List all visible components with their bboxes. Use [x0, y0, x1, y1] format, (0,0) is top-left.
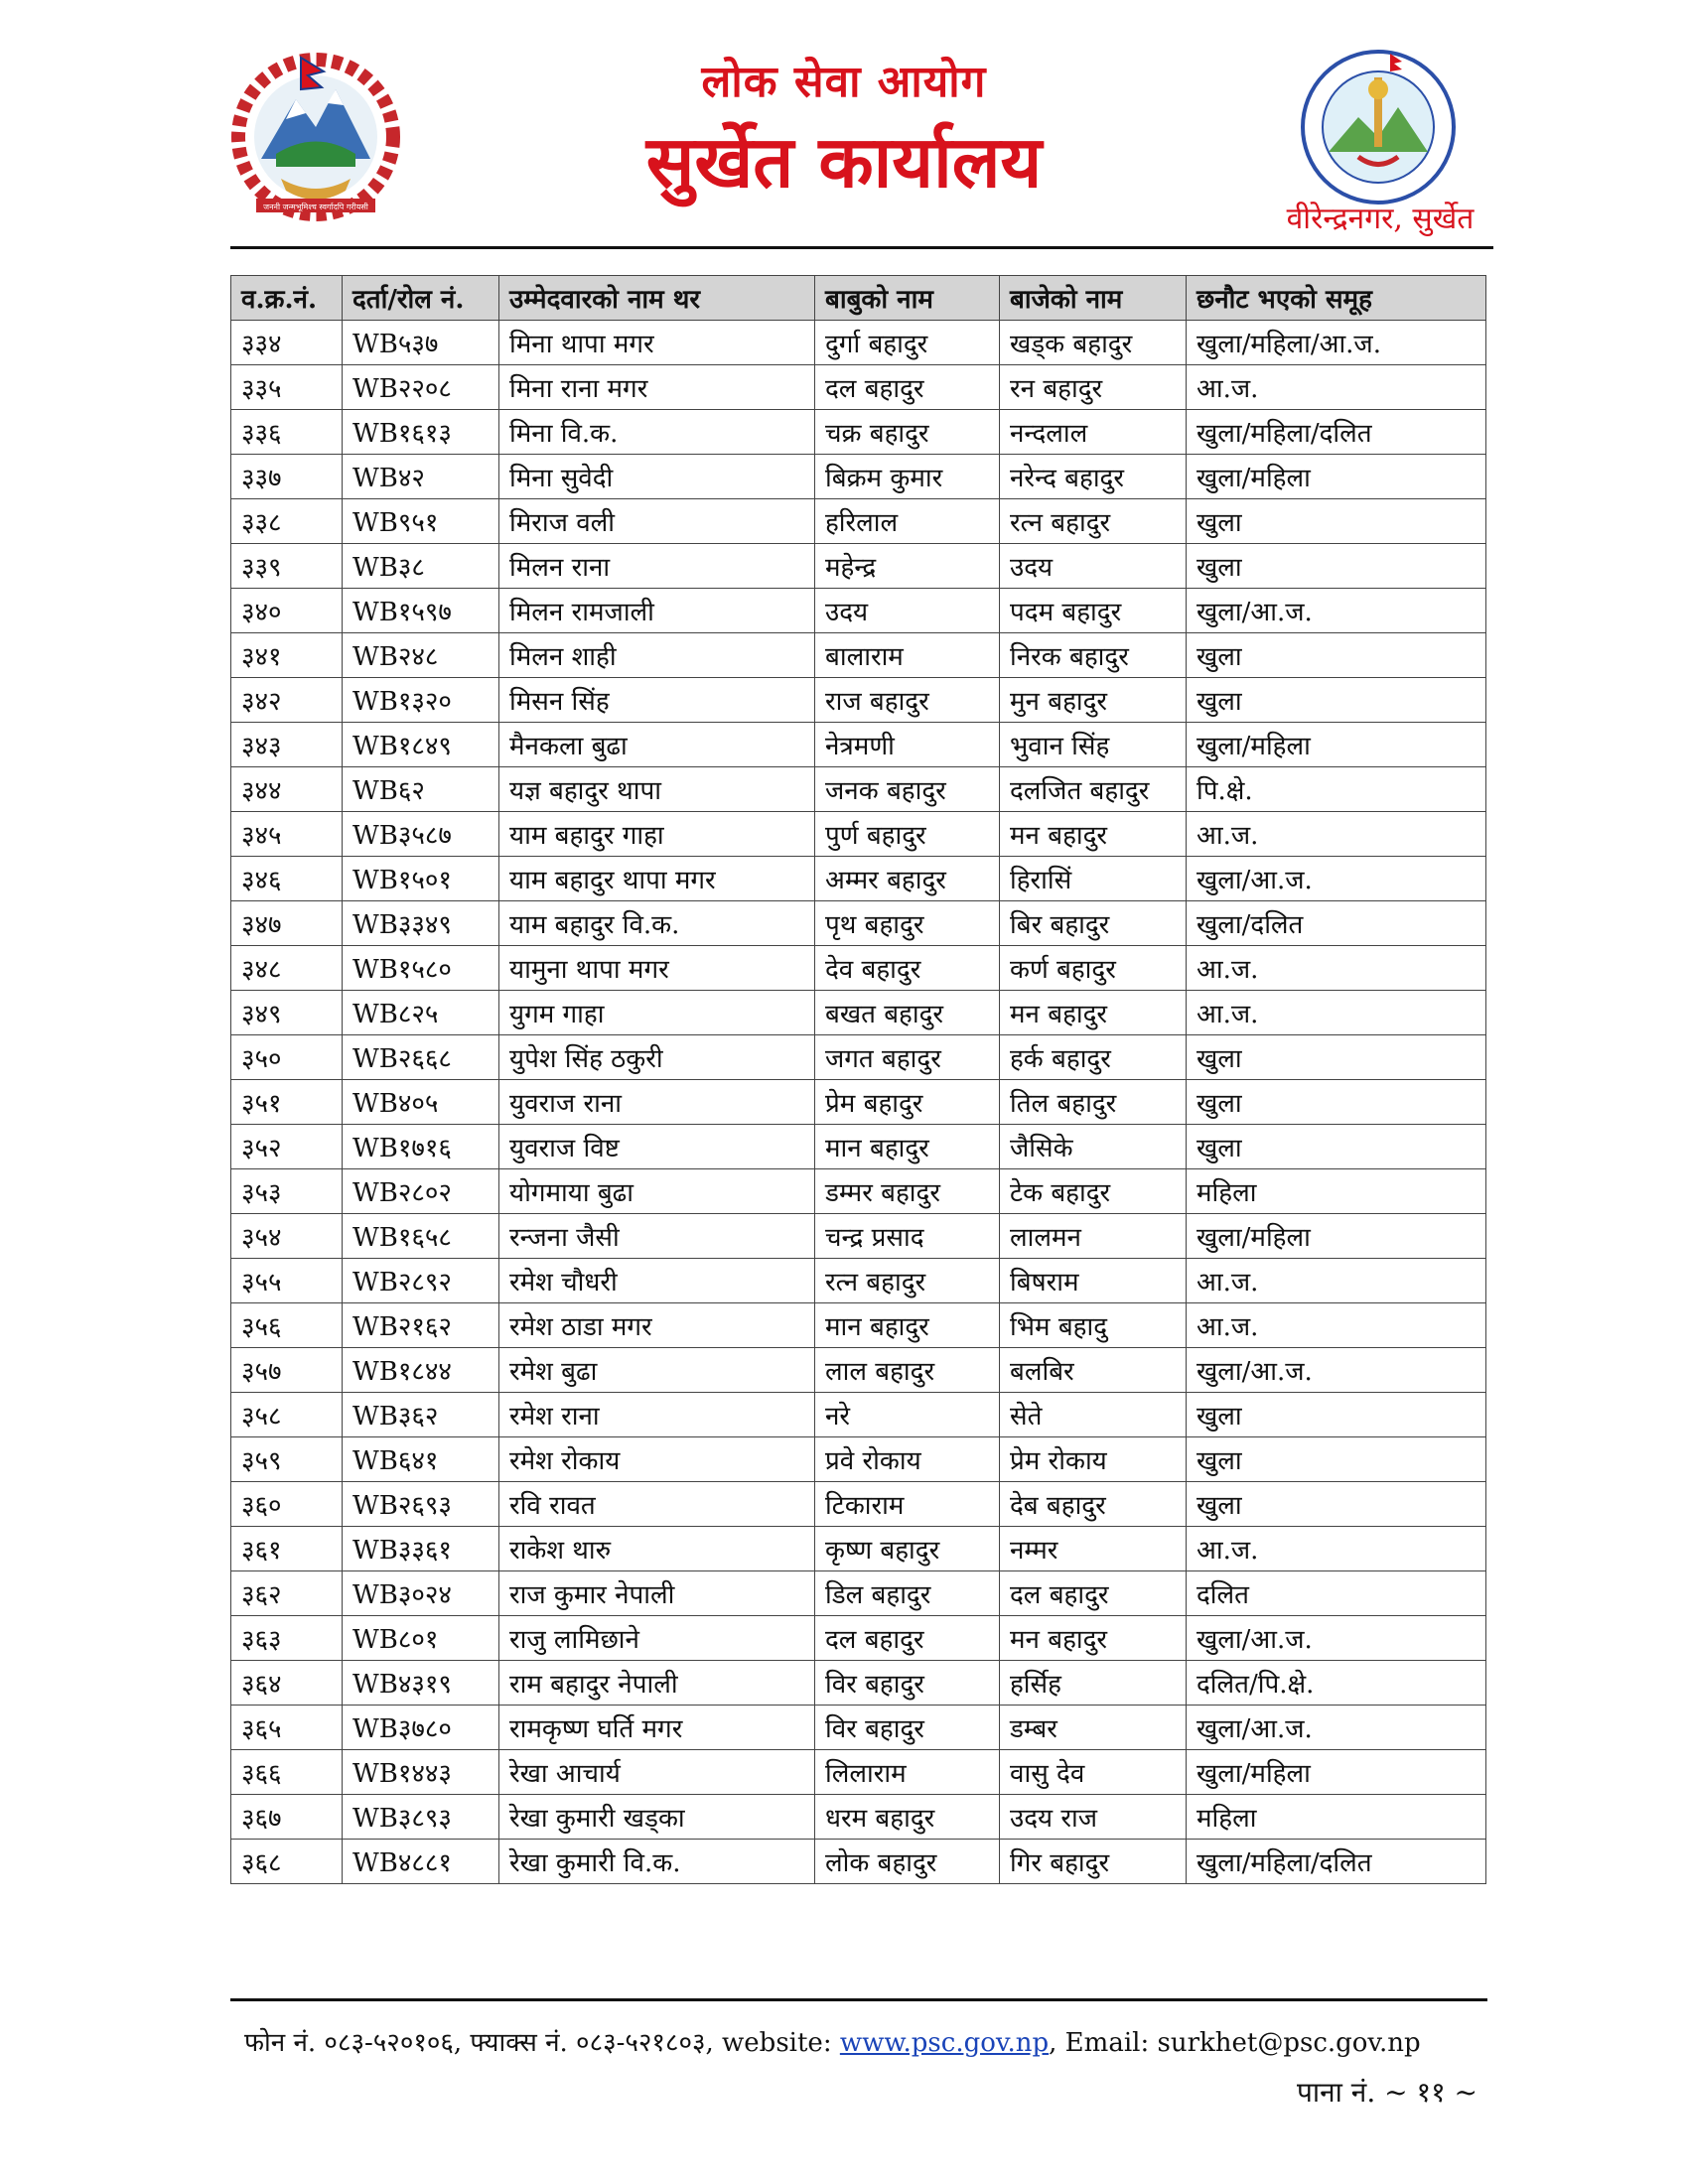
footer-divider — [230, 1998, 1487, 2001]
table-row — [231, 946, 1486, 991]
selected-group: खुला/महिला/आ.ज. — [1187, 321, 1486, 365]
grandfather-name: दल बहादुर — [1000, 1571, 1187, 1616]
grandfather-name: तिल बहादुर — [1000, 1080, 1187, 1125]
selected-group: खुला — [1187, 499, 1486, 544]
selected-group: खुला — [1187, 1125, 1486, 1169]
selected-group: खुला/आ.ज. — [1187, 1348, 1486, 1393]
roll-number: WB३७८० — [343, 1706, 499, 1750]
grandfather-name: खड्क बहादुर — [1000, 321, 1187, 365]
svg-text:जननी जन्मभूमिश्च स्वर्गादपि गर: जननी जन्मभूमिश्च स्वर्गादपि गरीयसी — [263, 203, 368, 211]
column-header: दर्ता/रोल नं. — [343, 276, 499, 321]
selected-group: खुला/आ.ज. — [1187, 1616, 1486, 1661]
table-row — [231, 321, 1486, 365]
candidate-name: रमेश बुढा — [499, 1348, 815, 1393]
psc-logo — [1299, 48, 1458, 206]
table-row — [231, 1303, 1486, 1348]
serial-number: ३६७ — [231, 1795, 343, 1840]
father-name: टिकाराम — [815, 1482, 1000, 1527]
serial-number: ३४५ — [231, 812, 343, 857]
serial-number: ३४९ — [231, 991, 343, 1035]
father-name: नरे — [815, 1393, 1000, 1437]
roll-number: WB२२०८ — [343, 365, 499, 410]
father-name: चक्र बहादुर — [815, 410, 1000, 455]
roll-number: WB४८८१ — [343, 1840, 499, 1884]
grandfather-name: रन बहादुर — [1000, 365, 1187, 410]
table-row — [231, 544, 1486, 589]
grandfather-name: जैसिके — [1000, 1125, 1187, 1169]
candidate-name: युवराज राना — [499, 1080, 815, 1125]
contact-email: , Email: surkhet@psc.gov.np — [1049, 2028, 1421, 2058]
roll-number: WB३३६१ — [343, 1527, 499, 1571]
father-name: हरिलाल — [815, 499, 1000, 544]
table-row — [231, 767, 1486, 812]
selected-group: आ.ज. — [1187, 1259, 1486, 1303]
roll-number: WB१५८० — [343, 946, 499, 991]
father-name: डम्मर बहादुर — [815, 1169, 1000, 1214]
serial-number: ३३६ — [231, 410, 343, 455]
grandfather-name: देब बहादुर — [1000, 1482, 1187, 1527]
father-name: चन्द्र प्रसाद — [815, 1214, 1000, 1259]
candidate-name: रमेश चौधरी — [499, 1259, 815, 1303]
grandfather-name: मन बहादुर — [1000, 812, 1187, 857]
roll-number: WB१८४४ — [343, 1348, 499, 1393]
table-row — [231, 1169, 1486, 1214]
candidate-name: रेखा कुमारी वि.क. — [499, 1840, 815, 1884]
office-title: सुर्खेत कार्यालय — [645, 119, 1043, 204]
selected-group: खुला/महिला — [1187, 723, 1486, 767]
page-header — [0, 0, 1688, 253]
selected-group: दलित — [1187, 1571, 1486, 1616]
grandfather-name: हर्सिह — [1000, 1661, 1187, 1706]
table-row — [231, 365, 1486, 410]
table-row — [231, 499, 1486, 544]
grandfather-name: हिरासिं — [1000, 857, 1187, 901]
selected-group: खुला/महिला/दलित — [1187, 1840, 1486, 1884]
grandfather-name: सेते — [1000, 1393, 1187, 1437]
father-name: लाल बहादुर — [815, 1348, 1000, 1393]
candidate-name: मिराज वली — [499, 499, 815, 544]
serial-number: ३५९ — [231, 1437, 343, 1482]
results-table — [230, 275, 1486, 1884]
father-name: विर बहादुर — [815, 1661, 1000, 1706]
serial-number: ३३७ — [231, 455, 343, 499]
serial-number: ३३९ — [231, 544, 343, 589]
father-name: पृथ बहादुर — [815, 901, 1000, 946]
roll-number: WB२१६२ — [343, 1303, 499, 1348]
table-row — [231, 410, 1486, 455]
serial-number: ३४७ — [231, 901, 343, 946]
serial-number: ३५४ — [231, 1214, 343, 1259]
selected-group: पि.क्षे. — [1187, 767, 1486, 812]
serial-number: ३६३ — [231, 1616, 343, 1661]
roll-number: WB५३७ — [343, 321, 499, 365]
table-row — [231, 1616, 1486, 1661]
candidate-name: राज कुमार नेपाली — [499, 1571, 815, 1616]
serial-number: ३३४ — [231, 321, 343, 365]
serial-number: ३३८ — [231, 499, 343, 544]
father-name: महेन्द्र — [815, 544, 1000, 589]
table-row — [231, 1661, 1486, 1706]
grandfather-name: पदम बहादुर — [1000, 589, 1187, 633]
table-row — [231, 589, 1486, 633]
table-row — [231, 455, 1486, 499]
contact-phone-fax: फोन नं. ०८३-५२०१०६, फ्याक्स नं. ०८३-५२१८०३, website: — [244, 2028, 840, 2058]
selected-group: खुला — [1187, 1482, 1486, 1527]
serial-number: ३४१ — [231, 633, 343, 678]
roll-number: WB३६२ — [343, 1393, 499, 1437]
selected-group: खुला — [1187, 1437, 1486, 1482]
roll-number: WB८२५ — [343, 991, 499, 1035]
table-row — [231, 1035, 1486, 1080]
roll-number: WB१७१६ — [343, 1125, 499, 1169]
selected-group: आ.ज. — [1187, 946, 1486, 991]
grandfather-name: रत्न बहादुर — [1000, 499, 1187, 544]
roll-number: WB२६६८ — [343, 1035, 499, 1080]
column-header: छनौट भएको समूह — [1187, 276, 1486, 321]
page-number: पाना नं. ~ ११ ~ — [1296, 2076, 1477, 2109]
father-name: मान बहादुर — [815, 1303, 1000, 1348]
selected-group: महिला — [1187, 1169, 1486, 1214]
father-name: बालाराम — [815, 633, 1000, 678]
roll-number: WB२६९३ — [343, 1482, 499, 1527]
grandfather-name: नम्मर — [1000, 1527, 1187, 1571]
serial-number: ३५७ — [231, 1348, 343, 1393]
serial-number: ३६२ — [231, 1571, 343, 1616]
father-name: विर बहादुर — [815, 1706, 1000, 1750]
table-row — [231, 1527, 1486, 1571]
serial-number: ३६५ — [231, 1706, 343, 1750]
roll-number: WB२८०२ — [343, 1169, 499, 1214]
roll-number: WB२४८ — [343, 633, 499, 678]
candidate-name: युपेश सिंह ठकुरी — [499, 1035, 815, 1080]
selected-group: खुला/दलित — [1187, 901, 1486, 946]
grandfather-name: गिर बहादुर — [1000, 1840, 1187, 1884]
table-row — [231, 1437, 1486, 1482]
serial-number: ३५३ — [231, 1169, 343, 1214]
candidate-name: मिना वि.क. — [499, 410, 815, 455]
roll-number: WB४३१९ — [343, 1661, 499, 1706]
selected-group: दलित/पि.क्षे. — [1187, 1661, 1486, 1706]
table-row — [231, 1214, 1486, 1259]
roll-number: WB१५९७ — [343, 589, 499, 633]
serial-number: ३६० — [231, 1482, 343, 1527]
grandfather-name: मन बहादुर — [1000, 1616, 1187, 1661]
candidate-name: मिना राना मगर — [499, 365, 815, 410]
column-header: व.क्र.नं. — [231, 276, 343, 321]
selected-group: खुला — [1187, 544, 1486, 589]
serial-number: ३४२ — [231, 678, 343, 723]
roll-number: WB३८ — [343, 544, 499, 589]
father-name: प्रवे रोकाय — [815, 1437, 1000, 1482]
roll-number: WB४२ — [343, 455, 499, 499]
roll-number: WB६४१ — [343, 1437, 499, 1482]
grandfather-name: मन बहादुर — [1000, 991, 1187, 1035]
father-name: राज बहादुर — [815, 678, 1000, 723]
serial-number: ३४० — [231, 589, 343, 633]
serial-number: ३६१ — [231, 1527, 343, 1571]
father-name: देव बहादुर — [815, 946, 1000, 991]
candidate-name: रमेश ठाडा मगर — [499, 1303, 815, 1348]
roll-number: WB४०५ — [343, 1080, 499, 1125]
serial-number: ३६४ — [231, 1661, 343, 1706]
father-name: लोक बहादुर — [815, 1840, 1000, 1884]
serial-number: ३४६ — [231, 857, 343, 901]
serial-number: ३४४ — [231, 767, 343, 812]
candidate-name: याम बहादुर गाहा — [499, 812, 815, 857]
roll-number: WB६२ — [343, 767, 499, 812]
roll-number: WB१३२० — [343, 678, 499, 723]
header-divider — [230, 246, 1493, 249]
table-header-row — [231, 276, 1486, 321]
selected-group: खुला/आ.ज. — [1187, 589, 1486, 633]
father-name: डिल बहादुर — [815, 1571, 1000, 1616]
candidate-name: रमेश राना — [499, 1393, 815, 1437]
selected-group: आ.ज. — [1187, 991, 1486, 1035]
father-name: प्रेम बहादुर — [815, 1080, 1000, 1125]
table-row — [231, 857, 1486, 901]
website-link[interactable]: www.psc.gov.np — [839, 2028, 1050, 2058]
serial-number: ३५८ — [231, 1393, 343, 1437]
candidate-name: रामकृष्ण घर्ति मगर — [499, 1706, 815, 1750]
candidate-name: मिसन सिंह — [499, 678, 815, 723]
table-row — [231, 633, 1486, 678]
serial-number: ३४८ — [231, 946, 343, 991]
selected-group: खुला/महिला — [1187, 1214, 1486, 1259]
candidate-name: मिना सुवेदी — [499, 455, 815, 499]
serial-number: ३४३ — [231, 723, 343, 767]
selected-group: आ.ज. — [1187, 1303, 1486, 1348]
serial-number: ३६८ — [231, 1840, 343, 1884]
table-row — [231, 901, 1486, 946]
grandfather-name: बिषराम — [1000, 1259, 1187, 1303]
grandfather-name: बलबिर — [1000, 1348, 1187, 1393]
candidate-name: मिलन राना — [499, 544, 815, 589]
office-location: वीरेन्द्रनगर, सुर्खेत — [1286, 202, 1475, 236]
grandfather-name: नरेन्द बहादुर — [1000, 455, 1187, 499]
roll-number: WB२८९२ — [343, 1259, 499, 1303]
father-name: बिक्रम कुमार — [815, 455, 1000, 499]
roll-number: WB९५१ — [343, 499, 499, 544]
roll-number: WB१८४९ — [343, 723, 499, 767]
table-row — [231, 1706, 1486, 1750]
candidate-name: मिना थापा मगर — [499, 321, 815, 365]
candidate-name: रमेश रोकाय — [499, 1437, 815, 1482]
table-row — [231, 678, 1486, 723]
table-row — [231, 1482, 1486, 1527]
roll-number: WB३८९३ — [343, 1795, 499, 1840]
grandfather-name: उदय — [1000, 544, 1187, 589]
grandfather-name: वासु देव — [1000, 1750, 1187, 1795]
column-header: उम्मेदवारको नाम थर — [499, 276, 815, 321]
candidate-name: याम बहादुर थापा मगर — [499, 857, 815, 901]
selected-group: खुला/आ.ज. — [1187, 1706, 1486, 1750]
selected-group: खुला — [1187, 1035, 1486, 1080]
selected-group: महिला — [1187, 1795, 1486, 1840]
commission-title: लोक सेवा आयोग — [701, 57, 987, 107]
father-name: धरम बहादुर — [815, 1795, 1000, 1840]
grandfather-name: भिम बहादु — [1000, 1303, 1187, 1348]
father-name: जगत बहादुर — [815, 1035, 1000, 1080]
candidate-name: मैनकला बुढा — [499, 723, 815, 767]
candidate-name: राकेश थारु — [499, 1527, 815, 1571]
selected-group: खुला/महिला/दलित — [1187, 410, 1486, 455]
roll-number: WB१६५८ — [343, 1214, 499, 1259]
father-name: कृष्ण बहादुर — [815, 1527, 1000, 1571]
father-name: लिलाराम — [815, 1750, 1000, 1795]
serial-number: ३५२ — [231, 1125, 343, 1169]
father-name: नेत्रमणी — [815, 723, 1000, 767]
father-name: उदय — [815, 589, 1000, 633]
table-row — [231, 1571, 1486, 1616]
grandfather-name: उदय राज — [1000, 1795, 1187, 1840]
father-name: मान बहादुर — [815, 1125, 1000, 1169]
candidate-name: रेखा कुमारी खड्का — [499, 1795, 815, 1840]
selected-group: आ.ज. — [1187, 812, 1486, 857]
father-name: जनक बहादुर — [815, 767, 1000, 812]
grandfather-name: टेक बहादुर — [1000, 1169, 1187, 1214]
father-name: बखत बहादुर — [815, 991, 1000, 1035]
grandfather-name: कर्ण बहादुर — [1000, 946, 1187, 991]
grandfather-name: निरक बहादुर — [1000, 633, 1187, 678]
column-header: बाबुको नाम — [815, 276, 1000, 321]
father-name: पुर्ण बहादुर — [815, 812, 1000, 857]
candidate-name: यज्ञ बहादुर थापा — [499, 767, 815, 812]
footer-contact — [244, 2023, 1421, 2059]
selected-group: खुला — [1187, 633, 1486, 678]
roll-number: WB१४४३ — [343, 1750, 499, 1795]
serial-number: ३३५ — [231, 365, 343, 410]
serial-number: ३५० — [231, 1035, 343, 1080]
father-name: दल बहादुर — [815, 365, 1000, 410]
roll-number: WB३३४९ — [343, 901, 499, 946]
table-row — [231, 1795, 1486, 1840]
selected-group: आ.ज. — [1187, 365, 1486, 410]
selected-group: खुला — [1187, 1080, 1486, 1125]
grandfather-name: लालमन — [1000, 1214, 1187, 1259]
serial-number: ३६६ — [231, 1750, 343, 1795]
table-row — [231, 1080, 1486, 1125]
candidate-name: योगमाया बुढा — [499, 1169, 815, 1214]
roll-number: WB१६१३ — [343, 410, 499, 455]
table-row — [231, 1393, 1486, 1437]
grandfather-name: मुन बहादुर — [1000, 678, 1187, 723]
selected-group: खुला/महिला — [1187, 1750, 1486, 1795]
candidate-name: राजु लामिछाने — [499, 1616, 815, 1661]
father-name: रत्न बहादुर — [815, 1259, 1000, 1303]
selected-group: खुला/महिला — [1187, 455, 1486, 499]
father-name: अम्मर बहादुर — [815, 857, 1000, 901]
selected-group: आ.ज. — [1187, 1527, 1486, 1571]
roll-number: WB१५०१ — [343, 857, 499, 901]
column-header: बाजेको नाम — [1000, 276, 1187, 321]
grandfather-name: बिर बहादुर — [1000, 901, 1187, 946]
table-row — [231, 1259, 1486, 1303]
serial-number: ३५१ — [231, 1080, 343, 1125]
roll-number: WB८०१ — [343, 1616, 499, 1661]
candidate-name: युवराज विष्ट — [499, 1125, 815, 1169]
table-row — [231, 1348, 1486, 1393]
table-body — [231, 321, 1486, 1884]
serial-number: ३५६ — [231, 1303, 343, 1348]
selected-group: खुला — [1187, 1393, 1486, 1437]
selected-group: खुला/आ.ज. — [1187, 857, 1486, 901]
table-row — [231, 723, 1486, 767]
roll-number: WB३५८७ — [343, 812, 499, 857]
candidate-name: युगम गाहा — [499, 991, 815, 1035]
grandfather-name: हर्क बहादुर — [1000, 1035, 1187, 1080]
grandfather-name: भुवान सिंह — [1000, 723, 1187, 767]
grandfather-name: दलजित बहादुर — [1000, 767, 1187, 812]
candidate-name: मिलन रामजाली — [499, 589, 815, 633]
grandfather-name: नन्दलाल — [1000, 410, 1187, 455]
grandfather-name: प्रेम रोकाय — [1000, 1437, 1187, 1482]
grandfather-name: डम्बर — [1000, 1706, 1187, 1750]
father-name: दल बहादुर — [815, 1616, 1000, 1661]
candidate-name: रेखा आचार्य — [499, 1750, 815, 1795]
selected-group: खुला — [1187, 678, 1486, 723]
father-name: दुर्गा बहादुर — [815, 321, 1000, 365]
candidate-name: यामुना थापा मगर — [499, 946, 815, 991]
table-row — [231, 812, 1486, 857]
candidate-name: रन्जना जैसी — [499, 1214, 815, 1259]
roll-number: WB३०२४ — [343, 1571, 499, 1616]
table-row — [231, 1750, 1486, 1795]
candidate-name: रवि रावत — [499, 1482, 815, 1527]
candidate-name: राम बहादुर नेपाली — [499, 1661, 815, 1706]
candidate-name: मिलन शाही — [499, 633, 815, 678]
table-row — [231, 1125, 1486, 1169]
serial-number: ३५५ — [231, 1259, 343, 1303]
table-row — [231, 1840, 1486, 1884]
table-row — [231, 991, 1486, 1035]
candidate-name: याम बहादुर वि.क. — [499, 901, 815, 946]
